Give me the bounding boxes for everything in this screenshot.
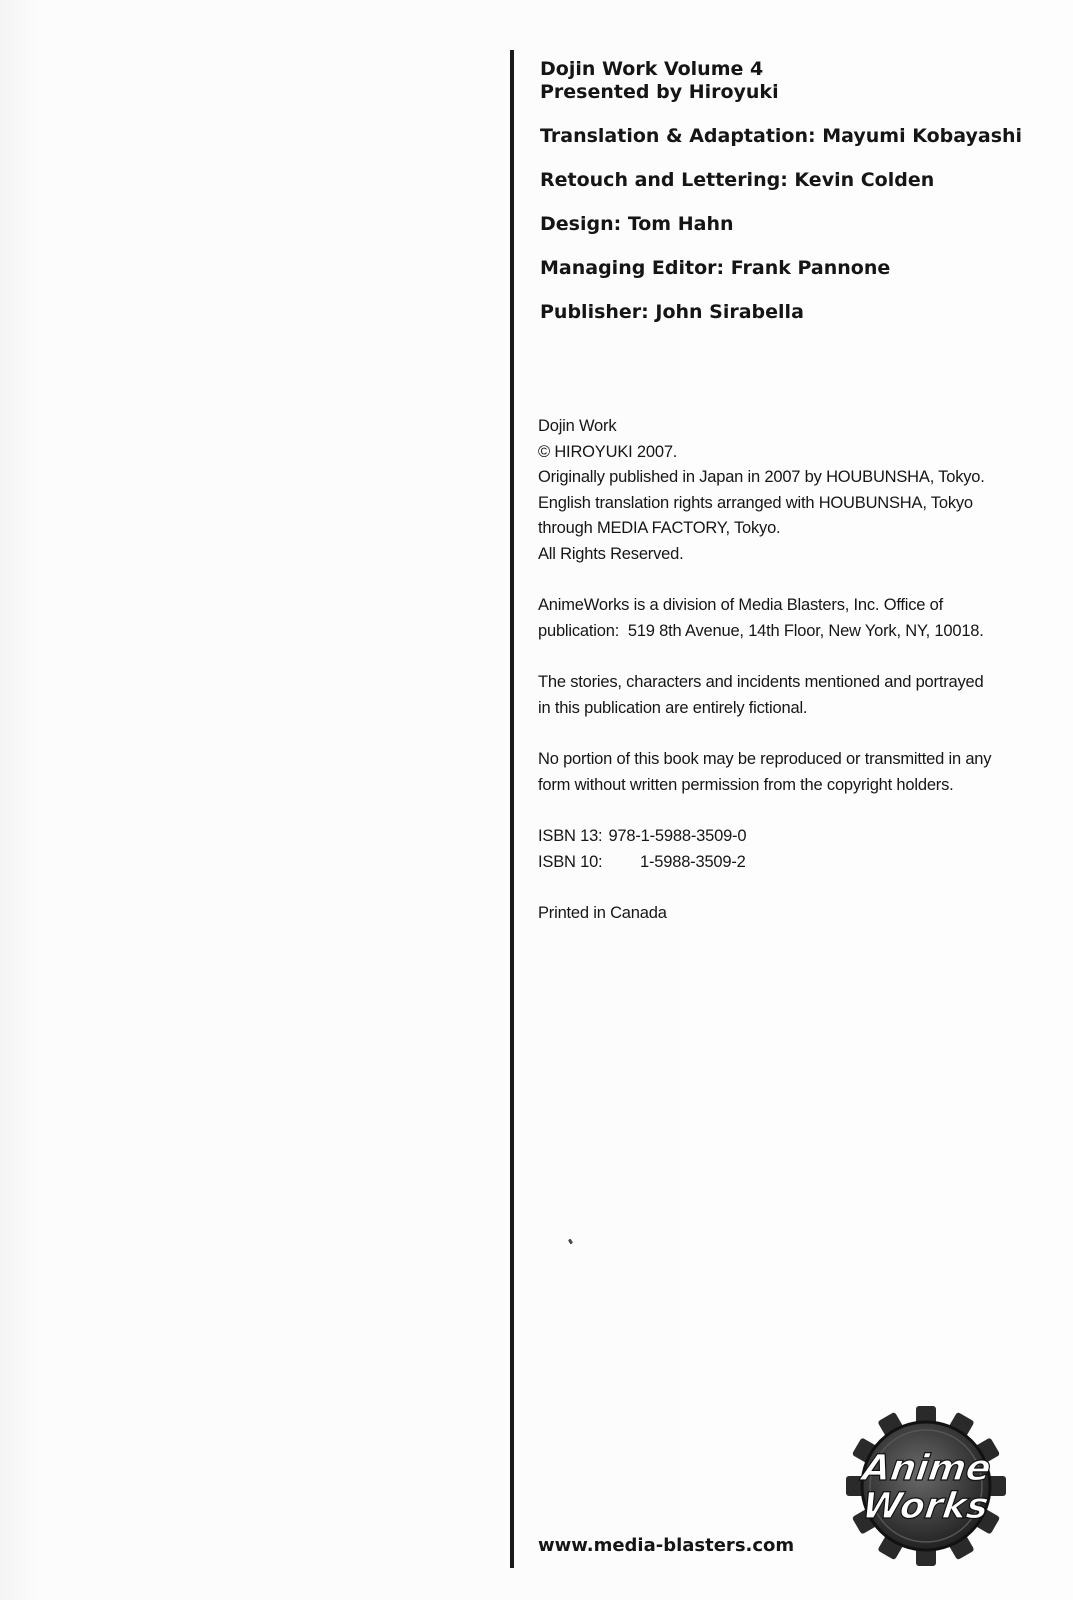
isbn-13-label: ISBN 13: xyxy=(538,827,603,845)
copyright-line: English translation rights arranged with HOUBUNSHA, Tokyo xyxy=(538,493,973,512)
credit-title: Dojin Work Volume 4 xyxy=(540,58,764,80)
credit-presented-by: Presented by Hiroyuki xyxy=(540,81,779,103)
rights-notice xyxy=(538,747,1058,798)
printed-in-line: Printed in Canada xyxy=(538,904,667,922)
credit-retouch-lettering: Retouch and Lettering: Kevin Colden xyxy=(540,169,935,191)
credit-managing-editor: Managing Editor: Frank Pannone xyxy=(540,257,891,279)
credits-block xyxy=(540,58,1060,324)
animeworks-logo xyxy=(842,1402,1010,1570)
isbn-10-value: 1-5988-3509-2 xyxy=(640,852,746,871)
copyright-notice xyxy=(538,414,1058,567)
copyright-line: Originally published in Japan in 2007 by HOUBUNSHA, Tokyo. xyxy=(538,468,985,486)
copyright-line: All Rights Reserved. xyxy=(538,544,684,563)
gear-icon xyxy=(842,1402,1010,1570)
logo-text-works: Works xyxy=(859,1484,992,1527)
rights-line: No portion of this book may be reproduced or transmitted in any xyxy=(538,750,992,768)
fiction-line: in this publication are entirely fictional. xyxy=(538,698,808,717)
publication-line: AnimeWorks is a division of Media Blasters, Inc. Office of xyxy=(538,596,944,614)
logo-text-anime: Anime xyxy=(859,1446,994,1489)
isbn-10-label: ISBN 10: xyxy=(538,852,603,871)
fiction-line: The stories, characters and incidents mentioned and portrayed xyxy=(538,673,984,691)
publication-line: publication: 519 8th Avenue, 14th Floor, New York, NY, 10018. xyxy=(538,621,984,640)
rights-line: form without written permission from the copyright holders. xyxy=(538,775,954,794)
legal-block xyxy=(538,414,1058,953)
copyright-line: Dojin Work xyxy=(538,417,617,435)
isbn-13-row xyxy=(538,824,1058,850)
credit-publisher: Publisher: John Sirabella xyxy=(540,301,804,323)
print-speck xyxy=(568,1239,573,1245)
publication-office-notice xyxy=(538,593,1058,644)
credit-translation: Translation & Adaptation: Mayumi Kobayashi xyxy=(540,125,1023,147)
printed-in xyxy=(538,901,1058,927)
website-url[interactable]: www.media-blasters.com xyxy=(538,1535,795,1556)
isbn-10-row xyxy=(538,850,1058,876)
isbn-13-value: 978-1-5988-3509-0 xyxy=(608,827,747,845)
copyright-line: © HIROYUKI 2007. xyxy=(538,442,678,461)
fiction-notice xyxy=(538,670,1058,721)
copyright-line: through MEDIA FACTORY, Tokyo. xyxy=(538,519,781,537)
isbn-block xyxy=(538,824,1058,875)
vertical-rule xyxy=(510,50,514,1568)
credit-design: Design: Tom Hahn xyxy=(540,213,734,235)
